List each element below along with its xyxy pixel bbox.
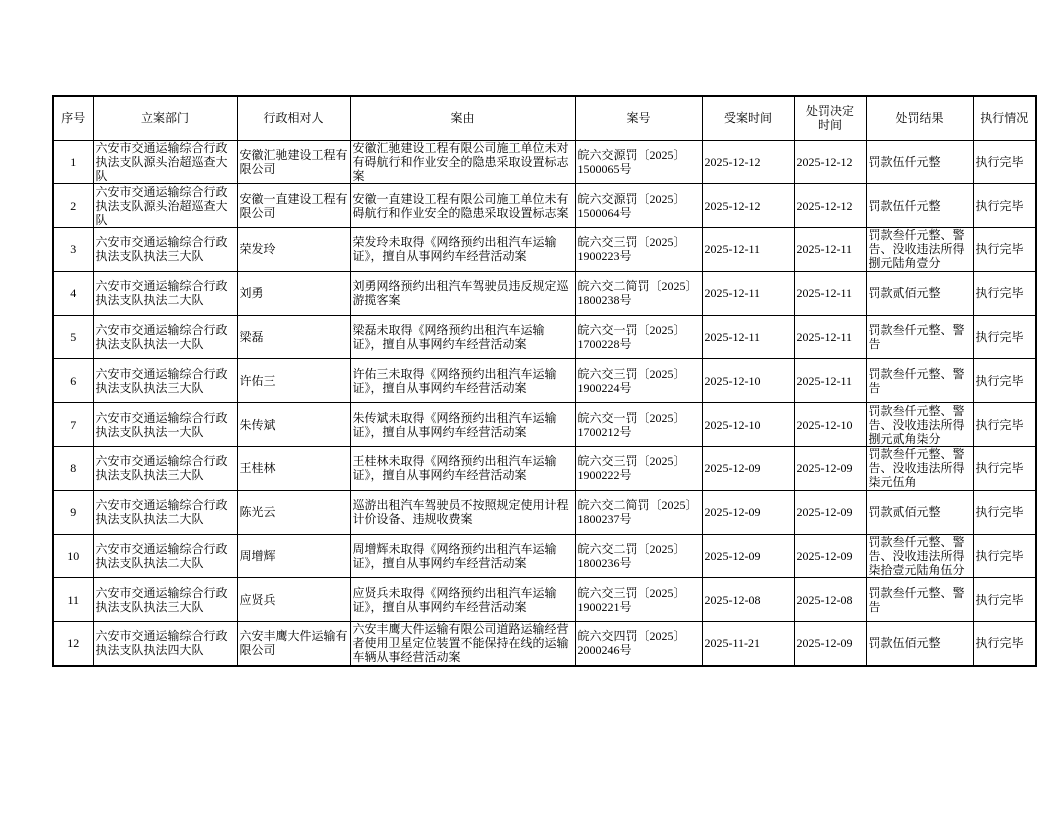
cell-case-no: 皖六交三罚〔2025〕1900221号: [577, 585, 686, 614]
table-row: [53, 622, 1036, 666]
cell-result: 罚款伍佰元整: [868, 636, 941, 651]
cell-case-no: 皖六交三罚〔2025〕1900222号: [577, 454, 686, 483]
cell-result: 罚款叁仟元整、警告、没收违法所得捌元贰角柒分: [868, 403, 965, 446]
cell-decision-date: 2025-12-11: [796, 330, 853, 345]
cell-case-no: 皖六交三罚〔2025〕1900223号: [577, 235, 686, 264]
header-party: 行政相对人: [263, 111, 324, 126]
cell-status: 执行完毕: [975, 286, 1024, 301]
cell-dept: 六安市交通运输综合行政执法支队执法三大队: [95, 454, 228, 483]
table-row: [53, 315, 1036, 359]
cell-dept: 六安市交通运输综合行政执法支队执法一大队: [95, 410, 228, 439]
cell-dept: 六安市交通运输综合行政执法支队执法二大队: [95, 542, 228, 571]
header-case-no: 案号: [626, 111, 651, 126]
cell-cause: 朱传斌未取得《网络预约出租汽车运输证》，擅自从事网约车经营活动案: [352, 410, 557, 439]
cell-result: 罚款伍仟元整: [868, 154, 941, 169]
cell-decision-date: 2025-12-12: [796, 154, 853, 169]
cell-cause: 梁磊未取得《网络预约出租汽车运输证》，擅自从事网约车经营活动案: [352, 323, 545, 352]
cell-party: 陈光云: [239, 505, 276, 520]
cell-cause: 巡游出租汽车驾驶员不按照规定使用计程计价设备、违规收费案: [352, 498, 569, 527]
cell-seq: 5: [70, 330, 77, 345]
cell-dept: 六安市交通运输综合行政执法支队执法二大队: [95, 279, 228, 308]
cell-case-no: 皖六交源罚〔2025〕1500065号: [577, 147, 686, 176]
cell-dept: 六安市交通运输综合行政执法支队执法一大队: [95, 323, 228, 352]
cell-seq: 11: [67, 592, 80, 607]
cell-accept-date: 2025-11-21: [704, 636, 761, 651]
table-row: [53, 403, 1036, 447]
cell-dept: 六安市交通运输综合行政执法支队执法四大队: [95, 629, 228, 658]
cell-dept: 六安市交通运输综合行政执法支队执法三大队: [95, 235, 228, 264]
cell-case-no: 皖六交二简罚〔2025〕1800238号: [577, 279, 698, 308]
cell-dept: 六安市交通运输综合行政执法支队源头治超巡查大队: [95, 184, 228, 227]
header-accept-date: 受案时间: [723, 111, 772, 126]
cell-seq: 9: [70, 505, 77, 520]
table-row: [53, 534, 1036, 578]
cell-result: 罚款叁仟元整、警告、没收违法所得柒拾壹元陆角伍分: [868, 535, 965, 578]
cell-result: 罚款叁仟元整、警告: [868, 366, 965, 395]
cell-result: 罚款贰佰元整: [868, 505, 941, 520]
cell-result: 罚款贰佰元整: [868, 286, 941, 301]
cell-status: 执行完毕: [975, 154, 1024, 169]
header-dept: 立案部门: [140, 111, 189, 126]
cell-accept-date: 2025-12-11: [704, 330, 761, 345]
cell-case-no: 皖六交一罚〔2025〕1700228号: [577, 323, 686, 352]
cell-status: 执行完毕: [975, 505, 1024, 520]
cell-status: 执行完毕: [975, 549, 1024, 564]
header-decision-date: 处罚决定时间: [805, 104, 854, 133]
cell-result: 罚款叁仟元整、警告: [868, 323, 965, 352]
cell-status: 执行完毕: [975, 373, 1024, 388]
cell-cause: 荣发玲未取得《网络预约出租汽车运输证》，擅自从事网约车经营活动案: [352, 235, 557, 264]
cell-decision-date: 2025-12-10: [796, 417, 853, 432]
cell-seq: 1: [70, 154, 77, 169]
cell-accept-date: 2025-12-10: [704, 373, 761, 388]
table-row: [53, 359, 1036, 403]
cell-party: 应贤兵: [239, 592, 276, 607]
cell-result: 罚款叁仟元整、警告、没收违法所得捌元陆角壹分: [868, 228, 965, 271]
cell-accept-date: 2025-12-09: [704, 461, 761, 476]
cell-party: 刘勇: [239, 286, 264, 301]
table-row: [53, 447, 1036, 491]
cell-seq: 7: [70, 417, 77, 432]
cell-status: 执行完毕: [975, 242, 1024, 257]
table-row: [53, 578, 1036, 622]
cell-case-no: 皖六交二罚〔2025〕1800236号: [577, 542, 686, 571]
cell-case-no: 皖六交三罚〔2025〕1900224号: [577, 366, 686, 395]
cell-accept-date: 2025-12-10: [704, 417, 761, 432]
cell-seq: 8: [70, 461, 77, 476]
cell-accept-date: 2025-12-11: [704, 286, 761, 301]
cell-result: 罚款叁仟元整、警告、没收违法所得柒元伍角: [868, 447, 965, 490]
cell-seq: 12: [67, 636, 80, 651]
cell-cause: 刘勇网络预约出租汽车驾驶员违反规定巡游揽客案: [352, 279, 569, 308]
header-cause: 案由: [450, 111, 475, 126]
cell-party: 荣发玲: [239, 242, 276, 257]
cell-accept-date: 2025-12-08: [704, 592, 761, 607]
table-row: [53, 490, 1036, 534]
cell-party: 王桂林: [239, 461, 276, 476]
cell-cause: 周增辉未取得《网络预约出租汽车运输证》，擅自从事网约车经营活动案: [352, 542, 557, 571]
cell-result: 罚款叁仟元整、警告: [868, 585, 965, 614]
cell-party: 周增辉: [239, 549, 276, 564]
cell-cause: 六安丰鹰大件运输有限公司道路运输经营者使用卫星定位装置不能保持在线的运输车辆从事经营活动案: [352, 622, 569, 665]
cell-party: 六安丰鹰大件运输有限公司: [239, 629, 348, 658]
cell-cause: 应贤兵未取得《网络预约出租汽车运输证》，擅自从事网约车经营活动案: [352, 585, 557, 614]
cell-accept-date: 2025-12-12: [704, 154, 761, 169]
cell-case-no: 皖六交二简罚〔2025〕1800237号: [577, 498, 698, 527]
header-seq: 序号: [61, 111, 86, 126]
cell-cause: 许佑三未取得《网络预约出租汽车运输证》，擅自从事网约车经营活动案: [352, 366, 557, 395]
cell-cause: 王桂林未取得《网络预约出租汽车运输证》，擅自从事网约车经营活动案: [352, 454, 557, 483]
cell-seq: 2: [70, 198, 77, 213]
cell-status: 执行完毕: [975, 417, 1024, 432]
cell-accept-date: 2025-12-09: [704, 549, 761, 564]
cell-status: 执行完毕: [975, 461, 1024, 476]
cell-status: 执行完毕: [975, 330, 1024, 345]
cell-accept-date: 2025-12-11: [704, 242, 761, 257]
cell-dept: 六安市交通运输综合行政执法支队执法二大队: [95, 498, 228, 527]
cell-seq: 3: [70, 242, 77, 257]
cell-party: 许佑三: [239, 373, 276, 388]
header-result: 处罚结果: [895, 111, 944, 126]
cell-decision-date: 2025-12-11: [796, 242, 853, 257]
penalty-table: [52, 95, 1037, 667]
cell-decision-date: 2025-12-12: [796, 198, 853, 213]
cell-case-no: 皖六交一罚〔2025〕1700212号: [577, 410, 686, 439]
cell-dept: 六安市交通运输综合行政执法支队源头治超巡查大队: [95, 140, 228, 183]
cell-decision-date: 2025-12-09: [796, 636, 853, 651]
table-row: [53, 271, 1036, 315]
cell-party: 安徽一直建设工程有限公司: [239, 191, 348, 220]
cell-dept: 六安市交通运输综合行政执法支队执法三大队: [95, 366, 228, 395]
cell-dept: 六安市交通运输综合行政执法支队执法三大队: [95, 585, 228, 614]
cell-party: 朱传斌: [239, 417, 276, 432]
cell-status: 执行完毕: [975, 198, 1024, 213]
cell-accept-date: 2025-12-09: [704, 505, 761, 520]
cell-seq: 6: [70, 373, 77, 388]
cell-accept-date: 2025-12-12: [704, 198, 761, 213]
table-header-row: [53, 96, 1036, 140]
cell-cause: 安徽一直建设工程有限公司施工单位未有碍航行和作业安全的隐患采取设置标志案: [352, 191, 569, 220]
cell-seq: 4: [70, 286, 77, 301]
cell-decision-date: 2025-12-09: [796, 549, 853, 564]
cell-case-no: 皖六交四罚〔2025〕2000246号: [577, 629, 686, 658]
cell-decision-date: 2025-12-09: [796, 461, 853, 476]
cell-party: 安徽汇驰建设工程有限公司: [239, 147, 348, 176]
cell-status: 执行完毕: [975, 592, 1024, 607]
cell-decision-date: 2025-12-08: [796, 592, 853, 607]
cell-case-no: 皖六交源罚〔2025〕1500064号: [577, 191, 686, 220]
cell-cause: 安徽汇驰建设工程有限公司施工单位未对有碍航行和作业安全的隐患采取设置标志案: [352, 140, 569, 183]
cell-decision-date: 2025-12-11: [796, 373, 853, 388]
cell-seq: 10: [67, 549, 80, 564]
table-row: [53, 184, 1036, 228]
cell-result: 罚款伍仟元整: [868, 198, 941, 213]
cell-status: 执行完毕: [975, 636, 1024, 651]
header-status: 执行情况: [980, 111, 1029, 126]
cell-decision-date: 2025-12-09: [796, 505, 853, 520]
cell-party: 梁磊: [239, 330, 264, 345]
table-row: [53, 140, 1036, 184]
table-row: [53, 228, 1036, 272]
cell-decision-date: 2025-12-11: [796, 286, 853, 301]
